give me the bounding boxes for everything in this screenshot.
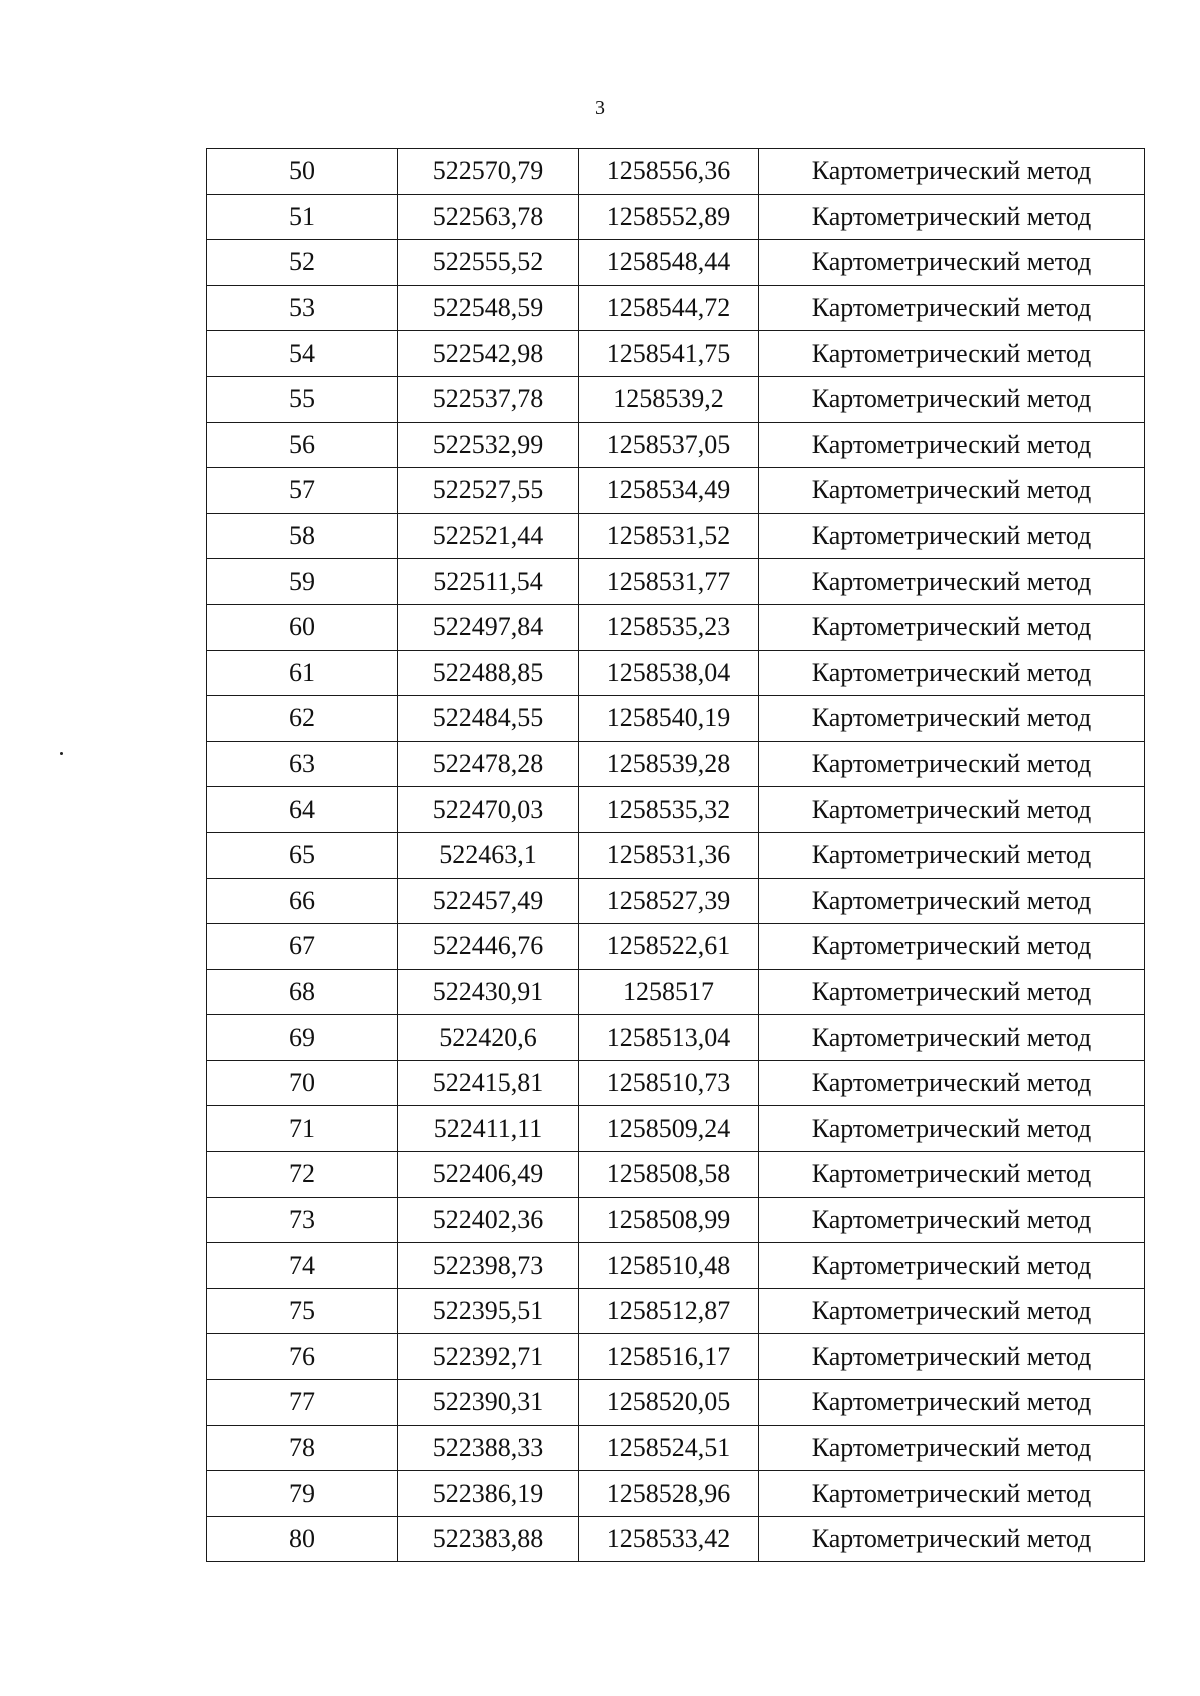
point-number-cell: 74 [207, 1243, 398, 1289]
method-cell: Картометрический метод [759, 1152, 1145, 1198]
y-coordinate-cell: 1258534,49 [579, 468, 759, 514]
point-number-cell: 78 [207, 1425, 398, 1471]
x-coordinate-cell: 522411,11 [398, 1106, 579, 1152]
point-number-cell: 61 [207, 650, 398, 696]
method-cell: Картометрический метод [759, 924, 1145, 970]
x-coordinate-cell: 522420,6 [398, 1015, 579, 1061]
y-coordinate-cell: 1258552,89 [579, 194, 759, 240]
y-coordinate-cell: 1258527,39 [579, 878, 759, 924]
method-cell: Картометрический метод [759, 696, 1145, 742]
table-row [207, 1197, 1145, 1243]
table-row [207, 559, 1145, 605]
method-cell: Картометрический метод [759, 194, 1145, 240]
x-coordinate-cell: 522548,59 [398, 285, 579, 331]
point-number-cell: 69 [207, 1015, 398, 1061]
x-coordinate-cell: 522463,1 [398, 832, 579, 878]
y-coordinate-cell: 1258531,36 [579, 832, 759, 878]
y-coordinate-cell: 1258516,17 [579, 1334, 759, 1380]
point-number-cell: 70 [207, 1060, 398, 1106]
y-coordinate-cell: 1258531,52 [579, 513, 759, 559]
x-coordinate-cell: 522470,03 [398, 787, 579, 833]
y-coordinate-cell: 1258539,28 [579, 741, 759, 787]
point-number-cell: 72 [207, 1152, 398, 1198]
table-row [207, 149, 1145, 195]
x-coordinate-cell: 522555,52 [398, 240, 579, 286]
table-row [207, 194, 1145, 240]
y-coordinate-cell: 1258524,51 [579, 1425, 759, 1471]
y-coordinate-cell: 1258537,05 [579, 422, 759, 468]
y-coordinate-cell: 1258535,23 [579, 604, 759, 650]
point-number-cell: 77 [207, 1380, 398, 1426]
table-row [207, 1243, 1145, 1289]
point-number-cell: 66 [207, 878, 398, 924]
table-row [207, 1516, 1145, 1562]
x-coordinate-cell: 522497,84 [398, 604, 579, 650]
x-coordinate-cell: 522402,36 [398, 1197, 579, 1243]
x-coordinate-cell: 522488,85 [398, 650, 579, 696]
x-coordinate-cell: 522527,55 [398, 468, 579, 514]
method-cell: Картометрический метод [759, 878, 1145, 924]
y-coordinate-cell: 1258539,2 [579, 376, 759, 422]
x-coordinate-cell: 522521,44 [398, 513, 579, 559]
point-number-cell: 64 [207, 787, 398, 833]
x-coordinate-cell: 522542,98 [398, 331, 579, 377]
table-row [207, 878, 1145, 924]
y-coordinate-cell: 1258538,04 [579, 650, 759, 696]
method-cell: Картометрический метод [759, 468, 1145, 514]
method-cell: Картометрический метод [759, 376, 1145, 422]
x-coordinate-cell: 522398,73 [398, 1243, 579, 1289]
y-coordinate-cell: 1258544,72 [579, 285, 759, 331]
method-cell: Картометрический метод [759, 650, 1145, 696]
method-cell: Картометрический метод [759, 1060, 1145, 1106]
y-coordinate-cell: 1258556,36 [579, 149, 759, 195]
point-number-cell: 67 [207, 924, 398, 970]
y-coordinate-cell: 1258520,05 [579, 1380, 759, 1426]
method-cell: Картометрический метод [759, 1106, 1145, 1152]
point-number-cell: 52 [207, 240, 398, 286]
point-number-cell: 79 [207, 1471, 398, 1517]
y-coordinate-cell: 1258533,42 [579, 1516, 759, 1562]
point-number-cell: 80 [207, 1516, 398, 1562]
y-coordinate-cell: 1258535,32 [579, 787, 759, 833]
method-cell: Картометрический метод [759, 1471, 1145, 1517]
table-row [207, 513, 1145, 559]
method-cell: Картометрический метод [759, 240, 1145, 286]
table-row [207, 787, 1145, 833]
y-coordinate-cell: 1258517 [579, 969, 759, 1015]
table-row [207, 1106, 1145, 1152]
method-cell: Картометрический метод [759, 832, 1145, 878]
x-coordinate-cell: 522532,99 [398, 422, 579, 468]
table-row [207, 1425, 1145, 1471]
point-number-cell: 50 [207, 149, 398, 195]
point-number-cell: 56 [207, 422, 398, 468]
method-cell: Картометрический метод [759, 1425, 1145, 1471]
point-number-cell: 68 [207, 969, 398, 1015]
table-row [207, 1380, 1145, 1426]
point-number-cell: 60 [207, 604, 398, 650]
point-number-cell: 62 [207, 696, 398, 742]
table-row [207, 969, 1145, 1015]
point-number-cell: 73 [207, 1197, 398, 1243]
method-cell: Картометрический метод [759, 331, 1145, 377]
y-coordinate-cell: 1258513,04 [579, 1015, 759, 1061]
point-number-cell: 76 [207, 1334, 398, 1380]
point-number-cell: 59 [207, 559, 398, 605]
scan-speck [60, 752, 63, 755]
method-cell: Картометрический метод [759, 969, 1145, 1015]
method-cell: Картометрический метод [759, 1015, 1145, 1061]
y-coordinate-cell: 1258510,48 [579, 1243, 759, 1289]
x-coordinate-cell: 522430,91 [398, 969, 579, 1015]
point-number-cell: 75 [207, 1288, 398, 1334]
point-number-cell: 54 [207, 331, 398, 377]
method-cell: Картометрический метод [759, 1243, 1145, 1289]
point-number-cell: 65 [207, 832, 398, 878]
y-coordinate-cell: 1258510,73 [579, 1060, 759, 1106]
table-row [207, 376, 1145, 422]
table-row [207, 1060, 1145, 1106]
point-number-cell: 58 [207, 513, 398, 559]
x-coordinate-cell: 522395,51 [398, 1288, 579, 1334]
y-coordinate-cell: 1258508,58 [579, 1152, 759, 1198]
table-row [207, 650, 1145, 696]
table-row [207, 1334, 1145, 1380]
table-row [207, 604, 1145, 650]
table-row [207, 924, 1145, 970]
table-row [207, 1471, 1145, 1517]
table-row [207, 1288, 1145, 1334]
y-coordinate-cell: 1258531,77 [579, 559, 759, 605]
point-number-cell: 51 [207, 194, 398, 240]
method-cell: Картометрический метод [759, 1334, 1145, 1380]
method-cell: Картометрический метод [759, 559, 1145, 605]
point-number-cell: 53 [207, 285, 398, 331]
method-cell: Картометрический метод [759, 1516, 1145, 1562]
table-row [207, 1152, 1145, 1198]
method-cell: Картометрический метод [759, 604, 1145, 650]
x-coordinate-cell: 522415,81 [398, 1060, 579, 1106]
x-coordinate-cell: 522570,79 [398, 149, 579, 195]
method-cell: Картометрический метод [759, 1380, 1145, 1426]
table-row [207, 832, 1145, 878]
x-coordinate-cell: 522383,88 [398, 1516, 579, 1562]
y-coordinate-cell: 1258541,75 [579, 331, 759, 377]
method-cell: Картометрический метод [759, 1288, 1145, 1334]
point-number-cell: 63 [207, 741, 398, 787]
point-number-cell: 55 [207, 376, 398, 422]
method-cell: Картометрический метод [759, 741, 1145, 787]
method-cell: Картометрический метод [759, 513, 1145, 559]
table-row [207, 696, 1145, 742]
method-cell: Картометрический метод [759, 422, 1145, 468]
table-row [207, 741, 1145, 787]
method-cell: Картометрический метод [759, 787, 1145, 833]
point-number-cell: 71 [207, 1106, 398, 1152]
y-coordinate-cell: 1258512,87 [579, 1288, 759, 1334]
x-coordinate-cell: 522386,19 [398, 1471, 579, 1517]
table-row [207, 285, 1145, 331]
x-coordinate-cell: 522390,31 [398, 1380, 579, 1426]
y-coordinate-cell: 1258528,96 [579, 1471, 759, 1517]
x-coordinate-cell: 522478,28 [398, 741, 579, 787]
table-row [207, 331, 1145, 377]
table-row [207, 240, 1145, 286]
page-number: 3 [595, 97, 605, 119]
x-coordinate-cell: 522484,55 [398, 696, 579, 742]
table-row [207, 468, 1145, 514]
y-coordinate-cell: 1258509,24 [579, 1106, 759, 1152]
x-coordinate-cell: 522392,71 [398, 1334, 579, 1380]
method-cell: Картометрический метод [759, 1197, 1145, 1243]
x-coordinate-cell: 522511,54 [398, 559, 579, 605]
y-coordinate-cell: 1258508,99 [579, 1197, 759, 1243]
coordinates-table [206, 148, 1145, 1562]
coordinates-table-body [207, 149, 1145, 1562]
table-row [207, 422, 1145, 468]
method-cell: Картометрический метод [759, 285, 1145, 331]
method-cell: Картометрический метод [759, 149, 1145, 195]
x-coordinate-cell: 522406,49 [398, 1152, 579, 1198]
table-row [207, 1015, 1145, 1061]
x-coordinate-cell: 522388,33 [398, 1425, 579, 1471]
x-coordinate-cell: 522457,49 [398, 878, 579, 924]
x-coordinate-cell: 522537,78 [398, 376, 579, 422]
point-number-cell: 57 [207, 468, 398, 514]
y-coordinate-cell: 1258540,19 [579, 696, 759, 742]
x-coordinate-cell: 522446,76 [398, 924, 579, 970]
y-coordinate-cell: 1258522,61 [579, 924, 759, 970]
x-coordinate-cell: 522563,78 [398, 194, 579, 240]
y-coordinate-cell: 1258548,44 [579, 240, 759, 286]
